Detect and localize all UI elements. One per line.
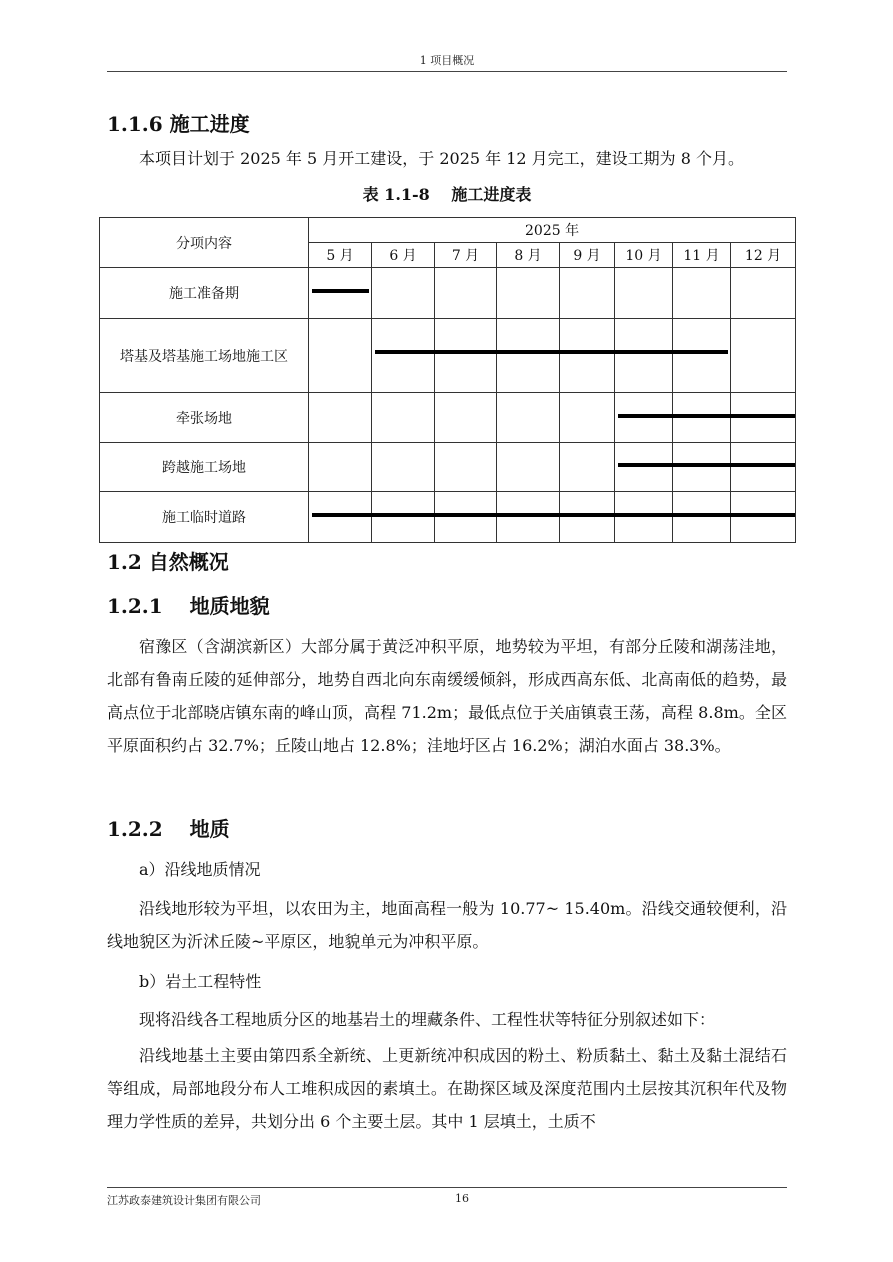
table-header-year: 2025 年	[309, 218, 796, 243]
gantt-bar	[618, 414, 795, 418]
section-heading-1-2-2: 1.2.2 地质	[107, 817, 230, 841]
section-heading-1-2: 1.2 自然概况	[107, 550, 229, 574]
gantt-bar	[312, 513, 795, 517]
gantt-bar	[312, 289, 369, 293]
gantt-bar	[618, 463, 795, 467]
row-label: 牵张场地	[100, 393, 309, 443]
month-header: 6 月	[372, 243, 435, 268]
month-header: 7 月	[435, 243, 497, 268]
geology-paragraph-a: 沿线地形较为平坦，以农田为主，地面高程一般为 10.77~ 15.40m。沿线交通较便利，沿线地貌区为沂沭丘陵~平原区，地貌单元为冲积平原。	[107, 899, 787, 951]
section-heading-1-1-6: 1.1.6 施工进度	[107, 112, 250, 136]
row-label: 施工临时道路	[100, 492, 309, 543]
row-label: 塔基及塔基施工场地施工区	[100, 319, 309, 393]
schedule-intro: 本项目计划于 2025 年 5 月开工建设，于 2025 年 12 月完工，建设工期为 8 个月。	[139, 149, 745, 168]
month-header: 12 月	[731, 243, 796, 268]
table-caption: 表 1.1-8 施工进度表	[362, 185, 532, 204]
month-header: 11 月	[673, 243, 731, 268]
footer-company: 江苏政泰建筑设计集团有限公司	[107, 1194, 261, 1207]
page-number: 16	[455, 1192, 469, 1205]
table-header-item: 分项内容	[100, 218, 309, 268]
footer-rule	[107, 1187, 787, 1188]
row-label: 施工准备期	[100, 268, 309, 319]
page-header: 1 项目概况	[419, 54, 475, 67]
list-item-a: a）沿线地质情况	[139, 860, 261, 879]
table-row	[100, 393, 796, 443]
month-header: 9 月	[560, 243, 615, 268]
geomorphology-paragraph: 宿豫区（含湖滨新区）大部分属于黄泛冲积平原，地势较为平坦，有部分丘陵和湖荡洼地，北部有鲁南丘陵的延伸部分，地势自西北向东南缓缓倾斜，形成西高东低、北高南低的趋势，最高点位于北部晓店镇东南的峰山顶，高程 71.2m；最低点位于关庙镇袁王荡，高程 8.8m。全区平原面积约占 32.7%；丘陵山地占 12.8%；洼地圩区占 16.2%；湖泊水面占 38.3%。	[107, 637, 787, 755]
month-header: 8 月	[497, 243, 560, 268]
schedule-table	[99, 217, 796, 543]
table-row	[100, 319, 796, 393]
list-item-b: b）岩土工程特性	[139, 972, 262, 991]
month-header: 5 月	[309, 243, 372, 268]
row-label: 跨越施工场地	[100, 443, 309, 492]
header-rule	[107, 71, 787, 72]
month-header: 10 月	[615, 243, 673, 268]
geology-paragraph-b2: 沿线地基土主要由第四系全新统、上更新统冲积成因的粉土、粉质黏土、黏土及黏土混结石等组成，局部地段分布人工堆积成因的素填土。在勘探区域及深度范围内土层按其沉积年代及物理力学性质的差异，共划分出 6 个主要土层。其中 1 层填土，土质不	[107, 1046, 787, 1131]
section-heading-1-2-1: 1.2.1 地质地貌	[107, 594, 270, 618]
gantt-bar	[375, 350, 728, 354]
geology-paragraph-b1: 现将沿线各工程地质分区的地基岩土的埋藏条件、工程性状等特征分别叙述如下：	[139, 1010, 716, 1029]
table-row	[100, 492, 796, 543]
table-row	[100, 268, 796, 319]
